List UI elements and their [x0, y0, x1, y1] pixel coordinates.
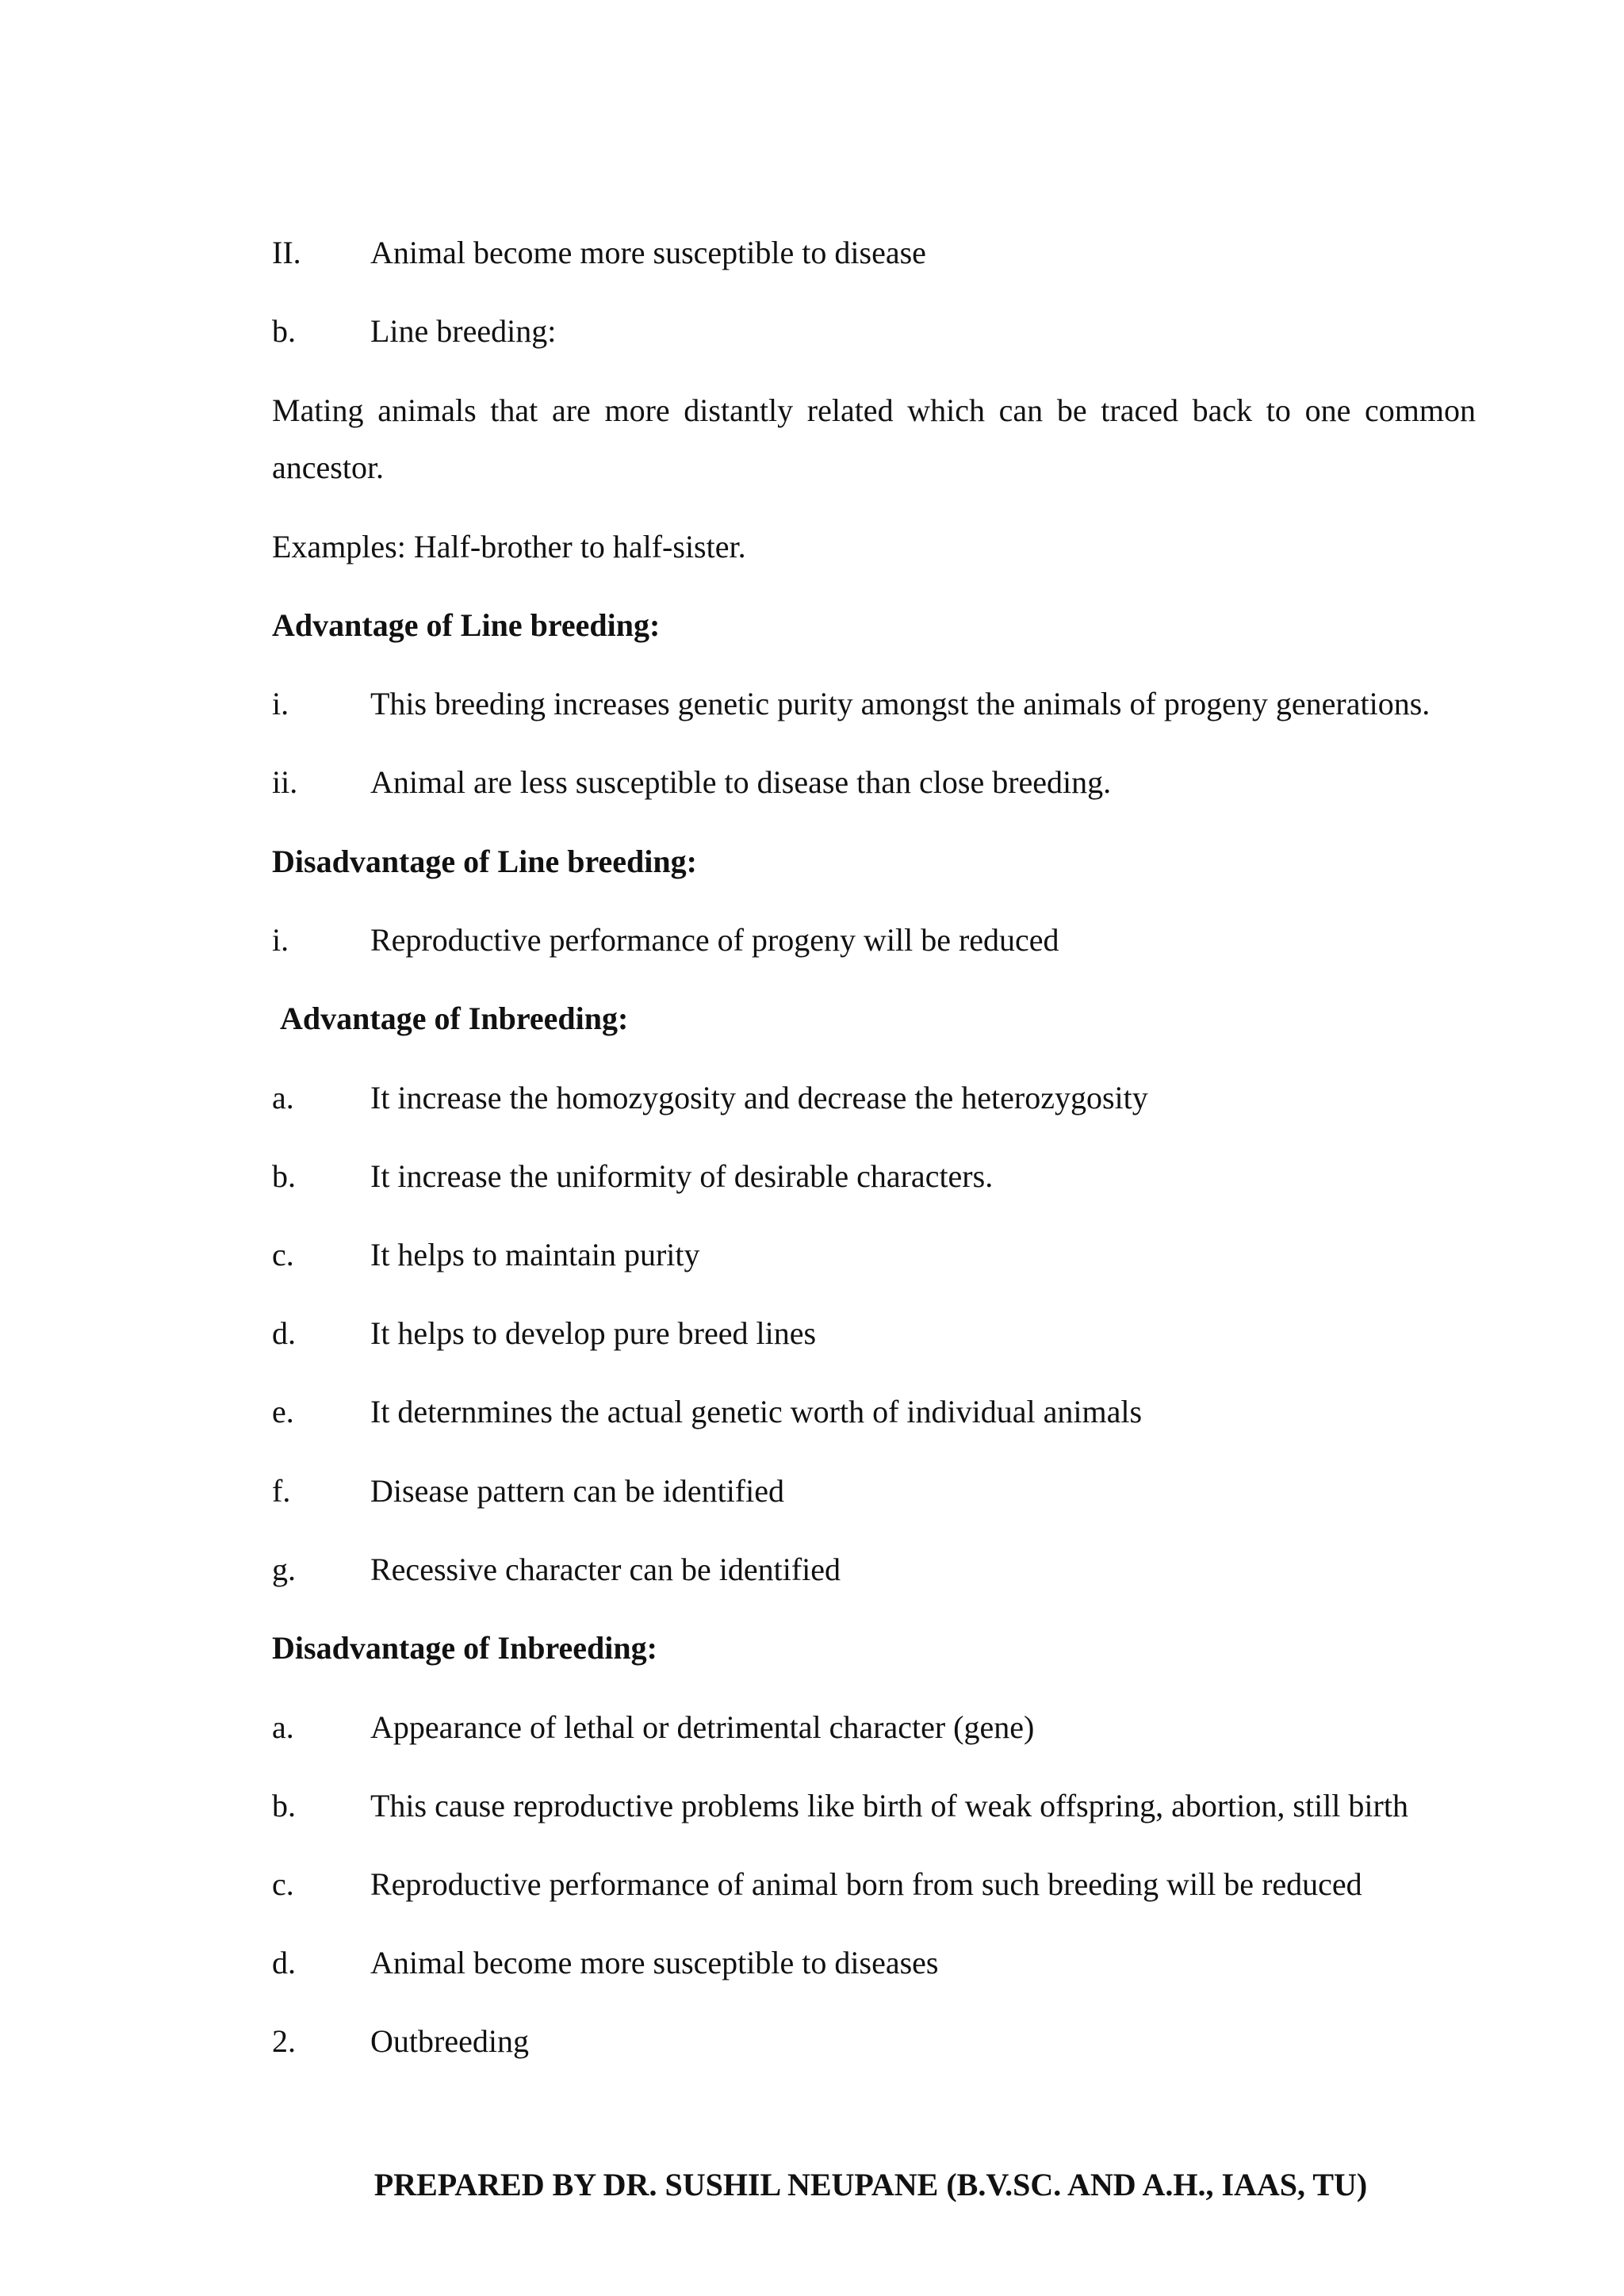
list-text: Animal are less susceptible to disease than close breeding. — [370, 764, 1112, 800]
list-marker: 2. — [272, 2023, 296, 2059]
list-text: It deternmines the actual genetic worth of individual animals — [370, 1394, 1143, 1429]
list-marker: g. — [272, 1552, 296, 1587]
section-heading: Disadvantage of Inbreeding: — [272, 1630, 657, 1666]
list-text: This cause reproductive problems like birth of weak offspring, abortion, still birth — [370, 1788, 1408, 1823]
section-heading: Disadvantage of Line breeding: — [272, 844, 697, 879]
list-marker: b. — [272, 1158, 296, 1194]
list-text: Animal become more susceptible to disease — [370, 235, 926, 270]
list-text: This breeding increases genetic purity amongst the animals of progeny generations. — [370, 686, 1431, 721]
list-marker: ii. — [272, 764, 298, 800]
list-text: It increase the homozygosity and decrease the heterozygosity — [370, 1080, 1148, 1115]
list-marker: i. — [272, 686, 289, 721]
list-text: Appearance of lethal or detrimental character (gene) — [370, 1709, 1035, 1745]
list-text: Animal become more susceptible to diseases — [370, 1945, 939, 1980]
list-text: Reproductive performance of animal born from such breeding will be reduced — [370, 1866, 1362, 1902]
list-text: Line breeding: — [370, 313, 557, 349]
definition-paragraph — [272, 392, 1476, 487]
list-text: It helps to maintain purity — [370, 1237, 700, 1272]
list-text: It helps to develop pure breed lines — [370, 1315, 817, 1351]
list-text: It increase the uniformity of desirable characters. — [370, 1158, 994, 1194]
list-text: Disease pattern can be identified — [370, 1473, 784, 1509]
paragraph-line: Mating animals that are more distantly related which can be traced back to one common — [272, 392, 1476, 428]
list-marker: b. — [272, 1788, 296, 1823]
list-marker: i. — [272, 922, 289, 958]
list-text: Reproductive performance of progeny will be reduced — [370, 922, 1059, 958]
list-text: Recessive character can be identified — [370, 1552, 841, 1587]
list-marker: b. — [272, 313, 296, 349]
page-footer: PREPARED BY DR. SUSHIL NEUPANE (B.V.SC. AND A.H., IAAS, TU) — [373, 2167, 1368, 2202]
list-text: Outbreeding — [370, 2023, 529, 2059]
list-marker: a. — [272, 1709, 294, 1745]
list-marker: c. — [272, 1237, 294, 1272]
list-marker: f. — [272, 1473, 291, 1509]
list-marker: II. — [272, 235, 301, 270]
section-heading: Advantage of Line breeding: — [272, 607, 661, 643]
list-marker: c. — [272, 1866, 294, 1902]
list-marker: d. — [272, 1945, 296, 1980]
list-marker: e. — [272, 1394, 294, 1429]
list-marker: a. — [272, 1080, 294, 1115]
paragraph-line: ancestor. — [272, 450, 385, 485]
section-heading: Advantage of Inbreeding: — [280, 1001, 629, 1036]
examples-text: Examples: Half-brother to half-sister. — [272, 529, 746, 564]
list-marker: d. — [272, 1315, 296, 1351]
